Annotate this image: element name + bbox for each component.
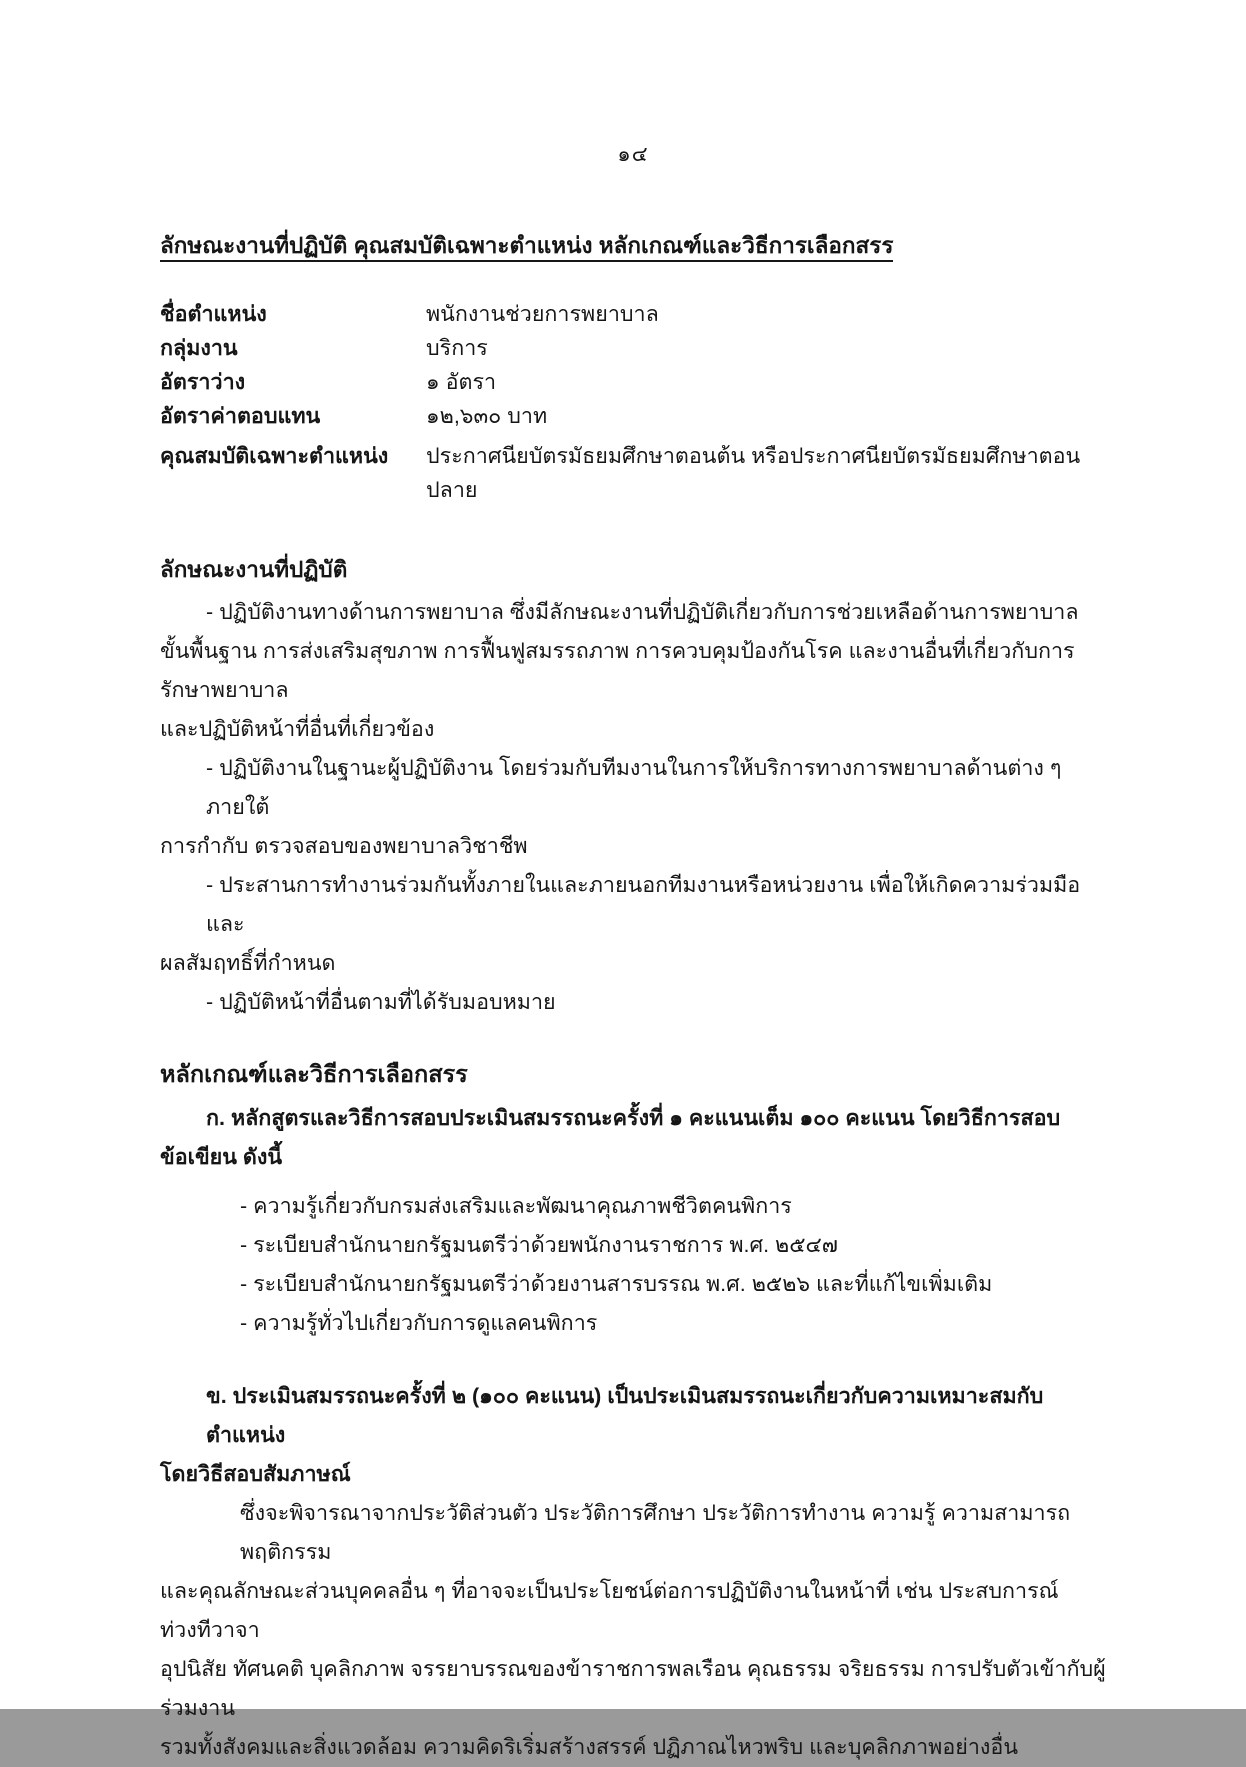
field-label: ชื่อตำแหน่ง	[160, 302, 267, 326]
paragraph-line: - ปฏิบัติงานทางด้านการพยาบาล ซึ่งมีลักษณะงานที่ปฏิบัติเกี่ยวกับการช่วยเหลือด้านการพยาบาล	[206, 600, 1079, 624]
document-title-text: ลักษณะงานที่ปฏิบัติ คุณสมบัติเฉพาะตำแหน่ง หลักเกณฑ์และวิธีการเลือกสรร	[160, 233, 893, 262]
selection-criteria-heading: หลักเกณฑ์และวิธีการเลือกสรร	[160, 1061, 468, 1087]
job-description-section	[160, 551, 1106, 1022]
field-value: พนักงานช่วยการพยาบาล	[426, 302, 659, 326]
field-row-vacancy	[160, 365, 1106, 399]
criteria-bullet: - ความรู้ทั่วไปเกี่ยวกับการดูแลคนพิการ	[240, 1311, 598, 1335]
paragraph-line: และปฏิบัติหน้าที่อื่นที่เกี่ยวข้อง	[160, 717, 435, 741]
paragraph-line: - ปฏิบัติหน้าที่อื่นตามที่ได้รับมอบหมาย	[206, 990, 556, 1014]
document-title	[160, 227, 1106, 263]
criteria-bullet: - ระเบียบสำนักนายกรัฐมนตรีว่าด้วยพนักงานราชการ พ.ศ. ๒๕๔๗	[240, 1233, 838, 1257]
position-info	[160, 297, 1106, 507]
selection-part-a	[160, 1099, 1106, 1343]
field-label: กลุ่มงาน	[160, 336, 238, 360]
part-a-line: ข้อเขียน ดังนี้	[160, 1145, 283, 1169]
field-row-position-name	[160, 297, 1106, 331]
job-description-body	[160, 593, 1106, 1022]
paragraph-line: - ประสานการทำงานร่วมกันทั้งภายในและภายนอกทีมงานหรือหน่วยงาน เพื่อให้เกิดความร่วมมือและ	[206, 873, 1081, 936]
paragraph-line: - ปฏิบัติงานในฐานะผู้ปฏิบัติงาน โดยร่วมกับทีมงานในการให้บริการทางการพยาบาลด้านต่าง ๆ ภายใต้	[206, 756, 1062, 819]
field-row-work-group	[160, 331, 1106, 365]
part-b-paragraph-line: ซึ่งจะพิจารณาจากประวัติส่วนตัว ประวัติการศึกษา ประวัติการทำงาน ความรู้ ความสามารถ พฤติกรรม	[240, 1501, 1071, 1564]
part-a-line: ก. หลักสูตรและวิธีการสอบประเมินสมรรถนะครั้งที่ ๑ คะแนนเต็ม ๑๐๐ คะแนน โดยวิธีการสอบ	[206, 1106, 1061, 1130]
part-b-paragraph-line: และคุณลักษณะส่วนบุคคลอื่น ๆ ที่อาจจะเป็นประโยชน์ต่อการปฏิบัติงานในหน้าที่ เช่น ประสบการณ์ ท่วงทีวาจา	[160, 1579, 1059, 1642]
paragraph-line: การกำกับ ตรวจสอบของพยาบาลวิชาชีพ	[160, 834, 528, 858]
field-label: คุณสมบัติเฉพาะตำแหน่ง	[160, 444, 389, 468]
field-value: ๑ อัตรา	[426, 370, 497, 394]
part-b-paragraph-line: รวมทั้งสังคมและสิ่งแวดล้อม ความคิดริเริ่มสร้างสรรค์ ปฏิภาณไหวพริบ และบุคลิกภาพอย่างอื่น	[160, 1735, 1019, 1759]
part-b-line: ข. ประเมินสมรรถนะครั้งที่ ๒ (๑๐๐ คะแนน) เป็นประเมินสมรรถนะเกี่ยวกับความเหมาะสมกับตำแหน่ง	[206, 1384, 1044, 1447]
paragraph-line: ขั้นพื้นฐาน การส่งเสริมสุขภาพ การฟื้นฟูสมรรถภาพ การควบคุมป้องกันโรค และงานอื่นที่เกี่ยวกับการรักษาพยาบาล	[160, 639, 1075, 702]
selection-part-b	[160, 1377, 1106, 1767]
part-a-bullets	[160, 1187, 1106, 1343]
field-value: บริการ	[426, 336, 488, 360]
field-value: ๑๒,๖๓๐ บาท	[426, 404, 548, 428]
criteria-bullet: - ระเบียบสำนักนายกรัฐมนตรีว่าด้วยงานสารบรรณ พ.ศ. ๒๕๒๖ และที่แก้ไขเพิ่มเติม	[240, 1272, 993, 1296]
job-description-heading: ลักษณะงานที่ปฏิบัติ	[160, 557, 348, 582]
field-label: อัตราค่าตอบแทน	[160, 404, 321, 428]
part-b-line: โดยวิธีสอบสัมภาษณ์	[160, 1462, 351, 1486]
criteria-bullet: - ความรู้เกี่ยวกับกรมส่งเสริมและพัฒนาคุณภาพชีวิตคนพิการ	[240, 1194, 792, 1218]
paragraph-line: ผลสัมฤทธิ์ที่กำหนด	[160, 951, 336, 975]
field-value: ประกาศนียบัตรมัธยมศึกษาตอนต้น หรือประกาศนียบัตรมัธยมศึกษาตอนปลาย	[426, 444, 1081, 502]
field-label: อัตราว่าง	[160, 370, 246, 394]
part-b-paragraph-line: อุปนิสัย ทัศนคติ บุคลิกภาพ จรรยาบรรณของข้าราชการพลเรือน คุณธรรม จริยธรรม การปรับตัวเข้ากับผู้ร่วมงาน	[160, 1657, 1106, 1720]
field-row-qualification	[160, 439, 1106, 507]
page-number: ๑๔	[617, 143, 649, 166]
field-row-salary	[160, 399, 1106, 433]
